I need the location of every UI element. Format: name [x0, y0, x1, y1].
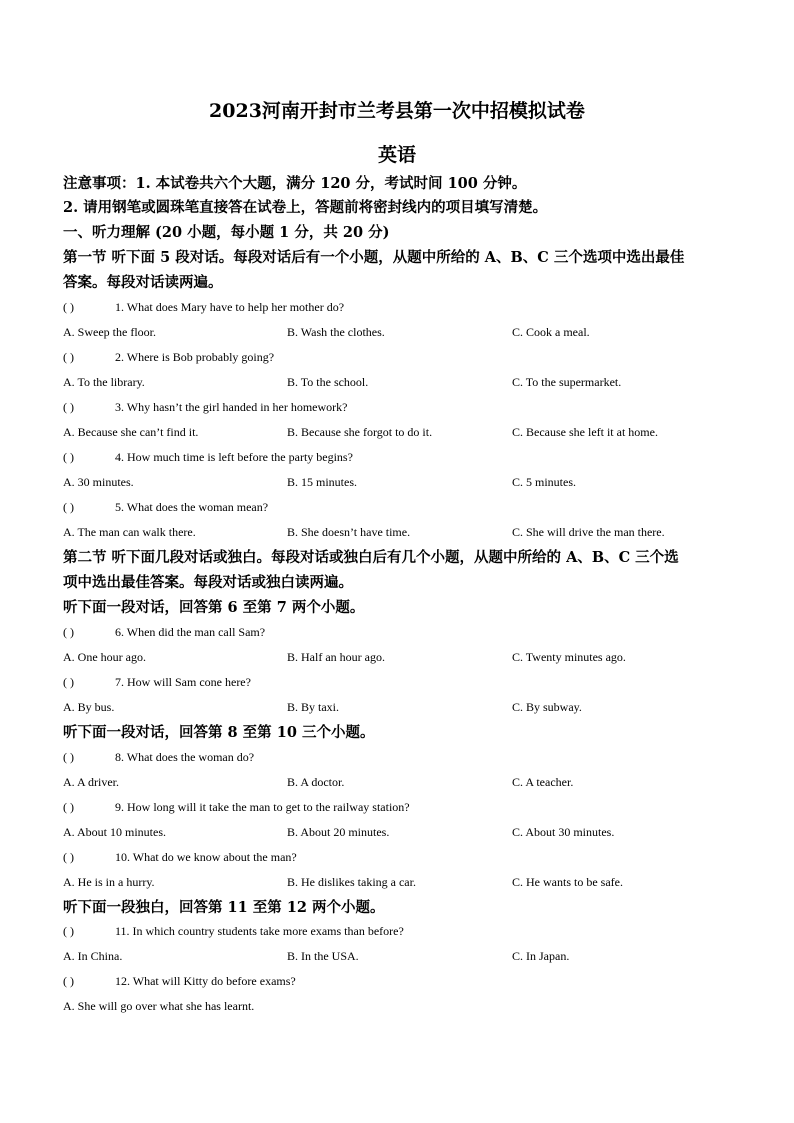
answer-blank[interactable]: ( ): [63, 924, 74, 938]
option-b: B. He dislikes taking a car.: [287, 875, 416, 889]
option-c: C. In Japan.: [512, 949, 570, 963]
answer-blank[interactable]: ( ): [63, 625, 74, 639]
option-a: A. To the library.: [63, 375, 145, 389]
subject-title: 英语: [377, 144, 416, 166]
instruction-q6-q7: 听下面一段对话，回答第 6 至第 7 两个小题。: [63, 599, 365, 616]
part-title: 一、听力理解 (20 小题，每小题 1 分，共 20 分): [63, 224, 390, 241]
answer-blank[interactable]: ( ): [63, 850, 74, 864]
option-b: B. A doctor.: [287, 775, 345, 789]
option-a: A. A driver.: [63, 775, 119, 789]
section1-instruction-2: 答案。每段对话读两遍。: [63, 274, 223, 291]
answer-blank[interactable]: ( ): [63, 800, 74, 814]
question-11: [63, 923, 404, 939]
option-c: C. A teacher.: [512, 775, 574, 789]
option-a: A. In China.: [63, 949, 123, 963]
option-b: B. To the school.: [287, 375, 369, 389]
question-text: 3. Why hasn’t the girl handed in her homework?: [115, 400, 348, 414]
question-text: 8. What does the woman do?: [115, 750, 255, 764]
question-7: [63, 674, 251, 690]
question-5: [63, 499, 268, 515]
option-b: B. In the USA.: [287, 949, 359, 963]
option-b: B. Half an hour ago.: [287, 650, 385, 664]
option-a: A. The man can walk there.: [63, 525, 196, 539]
question-9: [63, 799, 410, 815]
option-c: C. She will drive the man there.: [512, 525, 665, 539]
answer-blank[interactable]: ( ): [63, 750, 74, 764]
question-8: [63, 749, 254, 765]
option-a: A. Sweep the floor.: [63, 325, 156, 339]
question-1: [63, 299, 344, 315]
question-text: 2. Where is Bob probably going?: [115, 350, 275, 364]
option-a: A. One hour ago.: [63, 650, 146, 664]
question-10: [63, 849, 297, 865]
question-text: 1. What does Mary have to help her mother do?: [115, 300, 345, 314]
notes-line-2: 2. 请用钢笔或圆珠笔直接答在试卷上，答题前将密封线内的项目填写清楚。: [63, 199, 548, 216]
question-12: [63, 973, 296, 989]
question-text: 10. What do we know about the man?: [115, 850, 297, 864]
option-c: C. About 30 minutes.: [512, 825, 615, 839]
option-a: A. 30 minutes.: [63, 475, 134, 489]
instruction-q11-q12: 听下面一段独白，回答第 11 至第 12 两个小题。: [63, 899, 385, 916]
option-c: C. By subway.: [512, 700, 582, 714]
answer-blank[interactable]: ( ): [63, 675, 74, 689]
answer-blank[interactable]: ( ): [63, 974, 74, 988]
question-3: [63, 399, 348, 415]
option-b: B. By taxi.: [287, 700, 340, 714]
question-2: [63, 349, 274, 365]
option-b: B. 15 minutes.: [287, 475, 358, 489]
section2-instruction-2: 项中选出最佳答案。每段对话或独白读两遍。: [63, 574, 353, 591]
option-c: C. To the supermarket.: [512, 375, 622, 389]
option-b: B. Wash the clothes.: [287, 325, 385, 339]
question-6: [63, 624, 265, 640]
notes-line-1: 注意事项：1. 本试卷共六个大题，满分 120 分，考试时间 100 分钟。: [63, 175, 527, 192]
option-c: C. He wants to be safe.: [512, 875, 623, 889]
question-text: 4. How much time is left before the party begins?: [115, 450, 353, 464]
answer-blank[interactable]: ( ): [63, 500, 74, 514]
option-a: A. Because she can’t find it.: [63, 425, 199, 439]
option-b: B. She doesn’t have time.: [287, 525, 411, 539]
question-text: 11. In which country students take more exams than before?: [115, 924, 404, 938]
option-a: A. By bus.: [63, 700, 115, 714]
question-text: 6. When did the man call Sam?: [115, 625, 266, 639]
answer-blank[interactable]: ( ): [63, 300, 74, 314]
option-c: C. Cook a meal.: [512, 325, 590, 339]
option-a: A. She will go over what she has learnt.: [63, 999, 255, 1013]
question-text: 7. How will Sam cone here?: [115, 675, 251, 689]
question-text: 5. What does the woman mean?: [115, 500, 269, 514]
option-a: A. He is in a hurry.: [63, 875, 155, 889]
option-a: A. About 10 minutes.: [63, 825, 167, 839]
option-b: B. Because she forgot to do it.: [287, 425, 433, 439]
question-text: 9. How long will it take the man to get to the railway station?: [115, 800, 410, 814]
instruction-q8-q10: 听下面一段对话，回答第 8 至第 10 三个小题。: [63, 724, 375, 741]
answer-blank[interactable]: ( ): [63, 350, 74, 364]
option-c: C. 5 minutes.: [512, 475, 577, 489]
question-text: 12. What will Kitty do before exams?: [115, 974, 296, 988]
section1-instruction-1: 第一节 听下面 5 段对话。每段对话后有一个小题，从题中所给的 A、B、C 三个选项中选出最佳: [63, 249, 685, 266]
section2-instruction-1: 第二节 听下面几段对话或独白。每段对话或独白后有几个小题，从题中所给的 A、B、C 三个选: [63, 549, 679, 566]
option-c: C. Twenty minutes ago.: [512, 650, 626, 664]
answer-blank[interactable]: ( ): [63, 450, 74, 464]
answer-blank[interactable]: ( ): [63, 400, 74, 414]
option-c: C. Because she left it at home.: [512, 425, 658, 439]
question-4: [63, 449, 353, 465]
exam-title: 2023河南开封市兰考县第一次中招模拟试卷: [209, 100, 585, 122]
option-b: B. About 20 minutes.: [287, 825, 390, 839]
